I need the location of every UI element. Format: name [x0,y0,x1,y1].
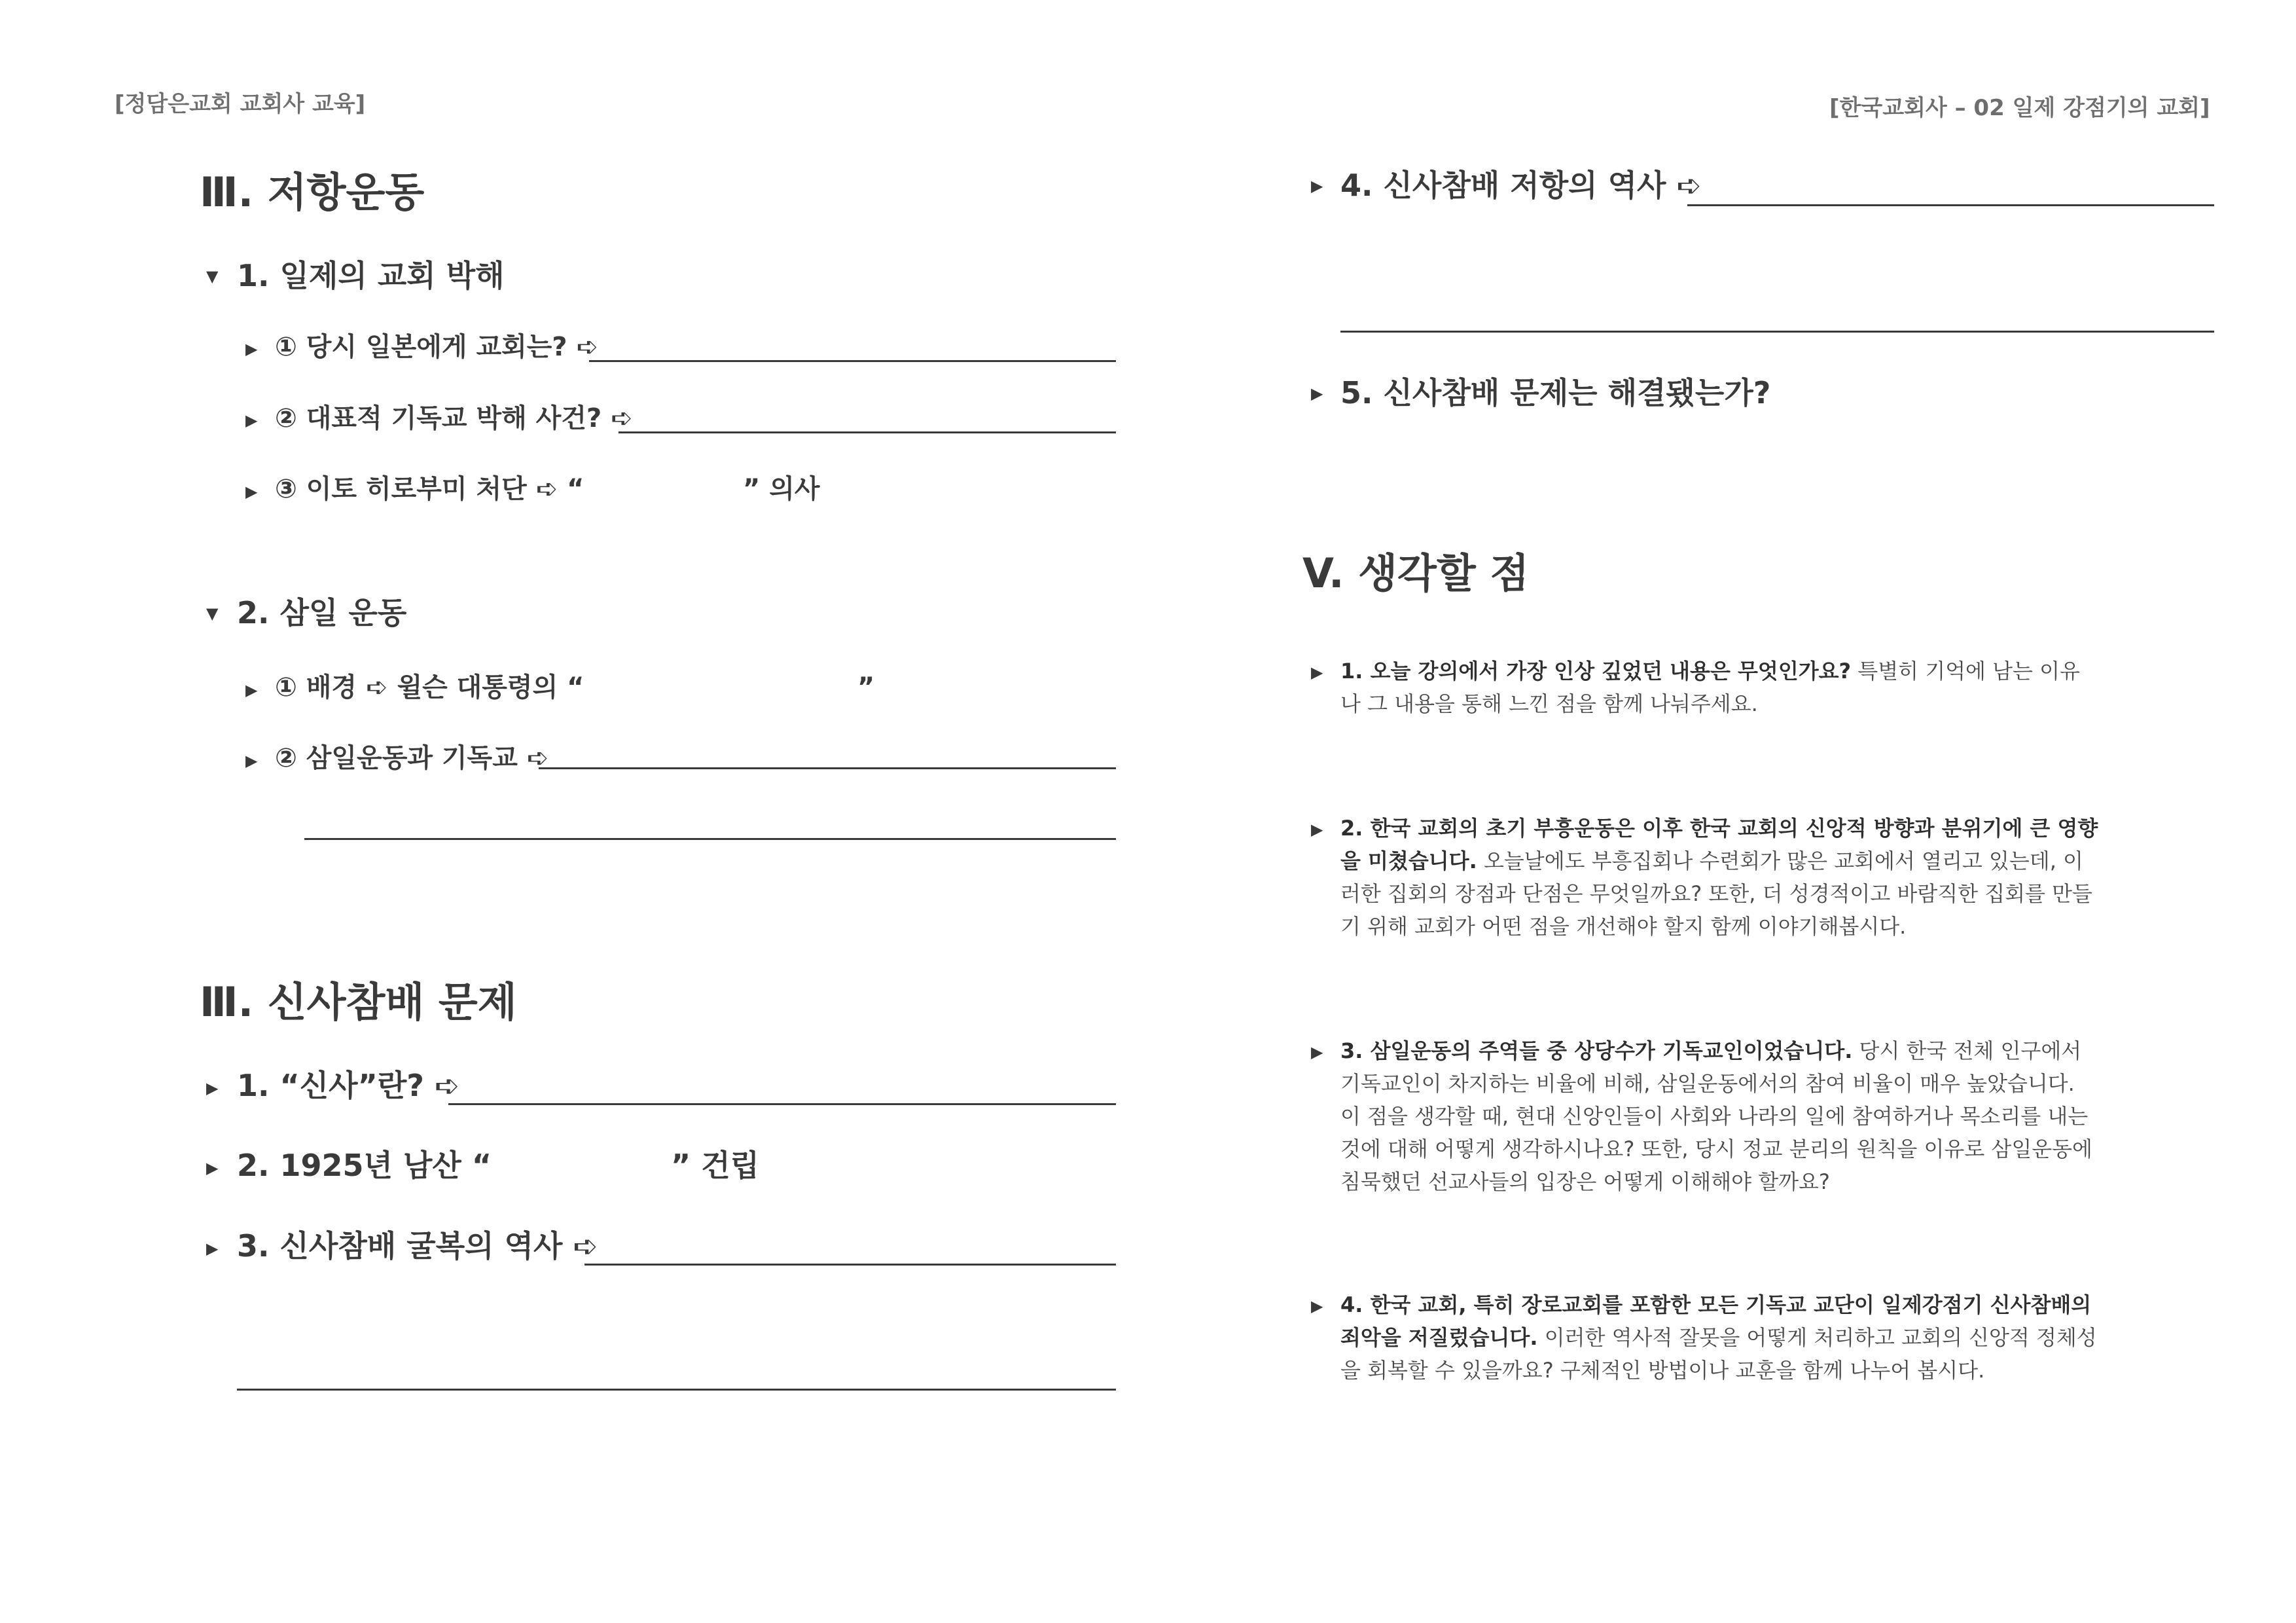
triangle-down-icon: ▼ [206,267,219,285]
triangle-right-icon: ▶ [245,411,258,429]
answer-blank[interactable] [237,1389,1116,1391]
item-shrine-submission: 3. 신사참배 굴복의 역사 ➪ [237,1228,599,1264]
answer-blank[interactable] [1340,331,2214,333]
item-shrine-resistance: 4. 신사참배 저항의 역사 ➪ [1340,168,1702,203]
discussion-question-4: 4. 한국 교회, 특히 장로교회를 포함한 모든 기독교 교단이 일제강점기 신사참배의 죄악을 저질렀습니다. 이러한 역사적 잘못을 어떻게 처리하고 교회의 신앙적 정체성을 회복할 수 있을까요? 구체적인 방법이나 교훈을 함께 나누어 봅시다. [1340,1292,2097,1383]
subsection-persecution: 1. 일제의 교회 박해 [237,258,505,293]
item-shrine-definition: 1. “신사”란? ➪ [237,1068,460,1103]
triangle-right-icon: ▶ [206,1159,219,1177]
triangle-right-icon: ▶ [1311,177,1323,195]
item-background-suffix: ” [857,672,875,702]
answer-blank[interactable] [584,1264,1116,1266]
item-ito-prefix: ③ 이토 히로부미 처단 ➪ “ [275,474,584,504]
triangle-right-icon: ▶ [206,1079,219,1097]
discussion-question-3: 3. 삼일운동의 주역들 중 상당수가 기독교인이었습니다. 당시 한국 전체 인구에서 기독교인이 차지하는 비율에 비해, 삼일운동에서의 참여 비율이 매우 높았습니다. 이 점을 생각할 때, 현대 신앙인들이 사회와 나라의 일에 참여하거나 목소리를 내는 것에 대해 어떻게 생각하시나요? 또한, 당시 정교 분리의 원칙을 이유로 삼일운동에 침묵했던 선교사들의 입장은 어떻게 이해해야 할까요? [1340,1038,2092,1194]
triangle-right-icon: ▶ [1311,663,1323,682]
triangle-right-icon: ▶ [245,681,258,699]
triangle-right-icon: ▶ [1311,384,1323,403]
subsection-march-first: 2. 삼일 운동 [237,595,407,630]
answer-blank[interactable] [1687,204,2214,206]
triangle-right-icon: ▶ [1311,820,1323,839]
item-namsan-prefix: 2. 1925년 남산 “ [237,1148,492,1183]
item-march-first-christianity: ② 삼일운동과 기독교 ➪ [275,743,549,773]
discussion-question-2: 2. 한국 교회의 초기 부흥운동은 이후 한국 교회의 신앙적 방향과 분위기에 큰 영향을 미쳤습니다. 오늘날에도 부흥집회나 수련회가 많은 교회에서 열리고 있는데, 이러한 집회의 장점과 단점은 무엇일까요? 또한, 더 성경적이고 바람직한 집회를 만들기 위해 교회가 어떤 점을 개선해야 할지 함께 이야기해봅시다. [1340,816,2098,939]
triangle-right-icon: ▶ [1311,1043,1323,1061]
triangle-down-icon: ▼ [206,604,219,623]
triangle-right-icon: ▶ [206,1239,219,1258]
section-title-resistance: Ⅲ. 저항운동 [200,168,425,216]
item-church-to-japan: ① 당시 일본에게 교회는? ➪ [275,332,599,362]
header-right: [한국교회사 – 02 일제 강점기의 교회] [1829,95,2210,121]
answer-blank[interactable] [448,1103,1116,1105]
item-background-prefix: ① 배경 ➪ 윌슨 대통령의 “ [275,672,584,702]
answer-blank[interactable] [619,431,1116,433]
section-title-shrine-worship: Ⅲ. 신사참배 문제 [200,978,517,1026]
item-ito-suffix: ” 의사 [743,474,820,504]
triangle-right-icon: ▶ [245,340,258,358]
header-left: [정담은교회 교회사 교육] [115,91,366,117]
discussion-question-1: 1. 오늘 강의에서 가장 인상 깊었던 내용은 무엇인가요? 특별히 기억에 남는 이유나 그 내용을 통해 느낀 점을 함께 나눠주세요. [1340,659,2080,716]
triangle-right-icon: ▶ [245,752,258,770]
triangle-right-icon: ▶ [245,483,258,501]
triangle-right-icon: ▶ [1311,1297,1323,1315]
answer-blank[interactable] [539,767,1116,769]
answer-blank[interactable] [589,360,1116,362]
answer-blank[interactable] [304,838,1116,840]
item-namsan-suffix: ” 건립 [671,1148,760,1183]
item-persecution-events: ② 대표적 기독교 박해 사건? ➪ [275,403,633,433]
section-title-reflection: V. 생각할 점 [1302,549,1530,597]
item-shrine-resolved: 5. 신사참배 문제는 해결됐는가? [1340,375,1771,410]
